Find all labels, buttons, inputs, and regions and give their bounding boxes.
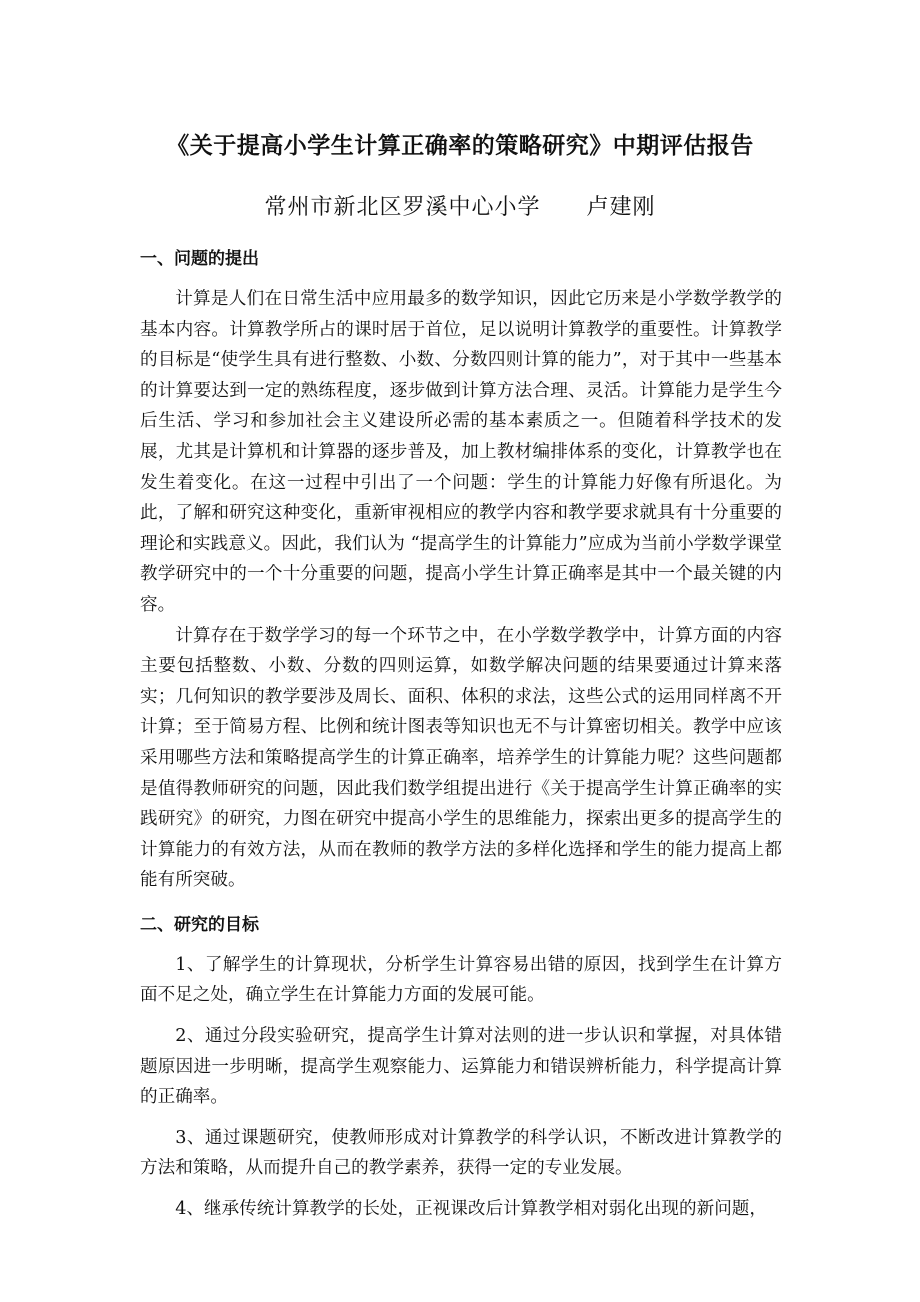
paragraph: 3、通过课题研究，使教师形成对计算教学的科学认识，不断改进计算教学的方法和策略，从而提升自己的教学素养，获得一定的专业发展。 (140, 1127, 782, 1179)
document-title: 《关于提高小学生计算正确率的策略研究》中期评估报告 (166, 133, 754, 159)
paragraph: 计算是人们在日常生活中应用最多的数学知识，因此它历来是小学数学教学的基本内容。计算教学所占的课时居于首位，足以说明计算教学的重要性。计算教学的目标是“使学生具有进行整数、小数、分数四则计算的能力”，对于其中一些基本的计算要达到一定的熟练程度，逐步做到计算方法合理、灵活。计算能力是学生今后生活、学习和参加社会主义建设所必需的基本素质之一。但随着科学技术的发展，尤其是计算机和计算器的逐步普及，加上教材编排体系的变化，计算教学也在发生着变化。在这一过程中引出了一个问题：学生的计算能力好像有所退化。为此，了解和研究这种变化，重新审视相应的教学内容和教学要求就具有十分重要的理论和实践意义。因此，我们认为 “提高学生的计算能力”应成为当前小学数学课堂教学研究中的一个十分重要的问题，提高小学生计算正确率是其中一个最关键的内容。 (140, 289, 782, 615)
paragraph: 1、了解学生的计算现状，分析学生计算容易出错的原因，找到学生在计算方面不足之处，确立学生在计算能力方面的发展可能。 (140, 954, 782, 1006)
paragraph: 2、通过分段实验研究，提高学生计算对法则的进一步认识和掌握，对具体错题原因进一步明晰，提高学生观察能力、运算能力和错误辨析能力，科学提高计算的正确率。 (140, 1026, 782, 1108)
document-body (140, 244, 782, 1225)
author-line (0, 190, 920, 226)
paragraph: 计算存在于数学学习的每一个环节之中，在小学数学教学中，计算方面的内容主要包括整数、小数、分数的四则运算，如数学解决问题的结果要通过计算来落实；几何知识的教学要涉及周长、面积、体积的求法，这些公式的运用同样离不开计算；至于简易方程、比例和统计图表等知识也无不与计算密切相关。教学中应该采用哪些方法和策略提高学生的计算正确率，培养学生的计算能力呢？这些问题都是值得教师研究的问题，因此我们数学组提出进行《关于提高学生计算正确率的实践研究》的研究，力图在研究中提高小学生的思维能力，探索出更多的提高学生的计算能力的有效方法，从而在教师的教学方法的多样化选择和学生的能力提高上都能有所突破。 (140, 625, 782, 891)
section-heading: 二、研究的目标 (140, 914, 259, 935)
paragraph: 4、继承传统计算教学的长处，正视课改后计算教学相对弱化出现的新问题， (175, 1199, 767, 1220)
section-heading: 一、问题的提出 (140, 249, 259, 269)
author-name: 卢建刚 (586, 195, 656, 220)
school-name: 常州市新北区罗溪中心小学 (264, 195, 541, 220)
